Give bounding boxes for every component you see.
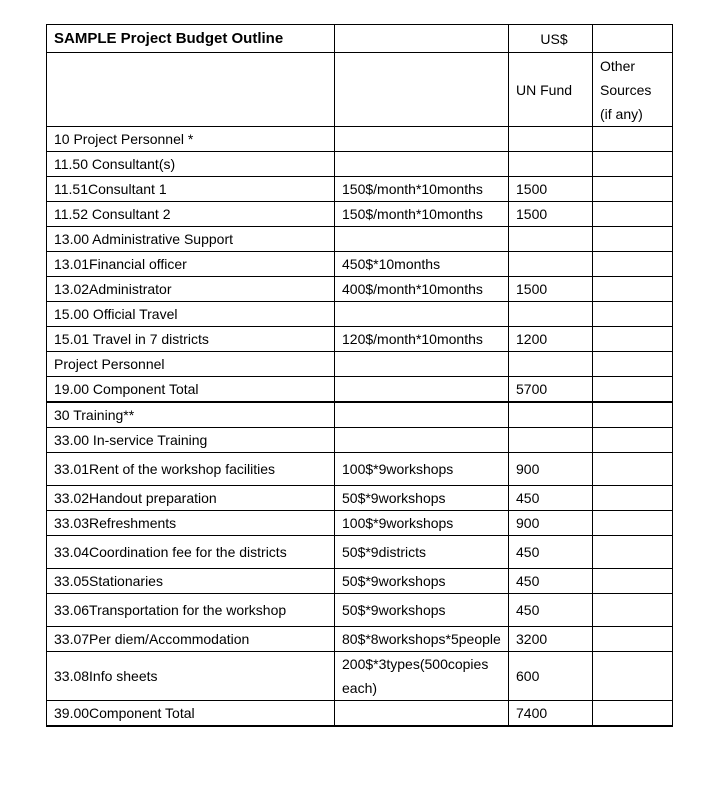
item-cell: 33.00 In-service Training — [47, 428, 335, 453]
item-cell: 15.00 Official Travel — [47, 302, 335, 327]
header-row-title — [47, 25, 673, 53]
un-fund-amount-cell — [509, 252, 593, 277]
other-sources-cell — [593, 227, 673, 252]
item-cell — [47, 726, 335, 727]
table-row — [47, 277, 673, 302]
other-sources-cell — [593, 403, 673, 428]
calculation-cell — [335, 227, 509, 252]
item-cell: 15.01 Travel in 7 districts — [47, 327, 335, 352]
calculation-cell: 100$*9workshops — [335, 453, 509, 486]
other-sources-cell — [593, 486, 673, 511]
calculation-cell — [335, 701, 509, 726]
other-sources-cell — [593, 377, 673, 402]
un-fund-amount-cell — [509, 428, 593, 453]
header-blank-cell — [593, 25, 673, 53]
calculation-cell: 50$*9workshops — [335, 594, 509, 627]
budget-table-body — [47, 25, 673, 727]
table-row — [47, 652, 673, 701]
table-row — [47, 453, 673, 486]
table-row — [47, 428, 673, 453]
un-fund-amount-cell: 450 — [509, 486, 593, 511]
other-sources-cell — [593, 327, 673, 352]
un-fund-amount-cell — [509, 127, 593, 152]
calculation-cell: 50$*9workshops — [335, 569, 509, 594]
other-sources-cell — [593, 352, 673, 377]
header-blank-cell — [335, 53, 509, 127]
other-sources-cell — [593, 428, 673, 453]
table-row — [47, 227, 673, 252]
other-sources-cell — [593, 536, 673, 569]
currency-label: US$ — [509, 25, 593, 53]
other-sources-cell — [593, 627, 673, 652]
other-sources-cell — [593, 302, 673, 327]
calculation-line: 200$*3types(500copies — [342, 656, 489, 672]
other-sources-cell — [593, 701, 673, 726]
header-blank-cell — [335, 25, 509, 53]
table-row — [47, 486, 673, 511]
item-cell: 11.51Consultant 1 — [47, 177, 335, 202]
table-row — [47, 202, 673, 227]
un-fund-amount-cell — [509, 152, 593, 177]
item-cell: 11.52 Consultant 2 — [47, 202, 335, 227]
un-fund-amount-cell: 900 — [509, 511, 593, 536]
un-fund-amount-cell — [509, 403, 593, 428]
other-sources-cell — [593, 177, 673, 202]
item-cell: 13.02Administrator — [47, 277, 335, 302]
calculation-cell — [335, 152, 509, 177]
calculation-cell: 400$/month*10months — [335, 277, 509, 302]
other-sources-cell — [593, 511, 673, 536]
other-sources-cell — [593, 726, 673, 727]
item-cell: 33.06Transportation for the workshop — [47, 594, 335, 627]
calculation-cell — [335, 428, 509, 453]
table-row — [47, 152, 673, 177]
calculation-cell — [335, 652, 509, 701]
item-cell: 13.01Financial officer — [47, 252, 335, 277]
un-fund-amount-cell: 5700 — [509, 377, 593, 402]
item-cell: 33.04Coordination fee for the districts — [47, 536, 335, 569]
calculation-cell — [335, 377, 509, 402]
table-row — [47, 627, 673, 652]
table-row — [47, 302, 673, 327]
calculation-cell: 50$*9workshops — [335, 486, 509, 511]
table-row — [47, 701, 673, 726]
item-cell: Project Personnel — [47, 352, 335, 377]
table-title: SAMPLE Project Budget Outline — [47, 25, 335, 53]
other-sources-cell — [593, 277, 673, 302]
item-cell: 33.07Per diem/Accommodation — [47, 627, 335, 652]
calculation-cell — [335, 302, 509, 327]
calculation-cell: 50$*9districts — [335, 536, 509, 569]
table-row — [47, 726, 673, 727]
table-row — [47, 177, 673, 202]
item-cell: 33.05Stationaries — [47, 569, 335, 594]
item-cell: 39.00Component Total — [47, 701, 335, 726]
item-cell: 33.08Info sheets — [47, 652, 335, 701]
table-row — [47, 403, 673, 428]
other-sources-cell — [593, 652, 673, 701]
un-fund-amount-cell: 1500 — [509, 177, 593, 202]
calculation-cell: 450$*10months — [335, 252, 509, 277]
item-cell: 33.02Handout preparation — [47, 486, 335, 511]
other-sources-header — [593, 53, 673, 127]
un-fund-amount-cell: 450 — [509, 594, 593, 627]
calculation-cell — [335, 127, 509, 152]
other-sources-cell — [593, 252, 673, 277]
header-blank-cell — [47, 53, 335, 127]
calculation-cell: 100$*9workshops — [335, 511, 509, 536]
other-sources-cell — [593, 569, 673, 594]
table-row — [47, 327, 673, 352]
un-fund-amount-cell: 3200 — [509, 627, 593, 652]
table-row — [47, 511, 673, 536]
table-row — [47, 377, 673, 402]
calculation-cell: 150$/month*10months — [335, 177, 509, 202]
calculation-cell — [335, 352, 509, 377]
un-fund-amount-cell — [509, 227, 593, 252]
calculation-cell: 150$/month*10months — [335, 202, 509, 227]
calculation-line: each) — [342, 680, 378, 696]
other-sources-cell — [593, 152, 673, 177]
other-sources-line: Sources — [600, 81, 652, 98]
un-fund-amount-cell: 7400 — [509, 701, 593, 726]
un-fund-amount-cell: 450 — [509, 536, 593, 569]
table-row — [47, 569, 673, 594]
other-sources-line: (if any) — [600, 105, 643, 122]
header-row-columns — [47, 53, 673, 127]
other-sources-line: Other — [600, 57, 636, 74]
un-fund-amount-cell: 1200 — [509, 327, 593, 352]
other-sources-cell — [593, 453, 673, 486]
item-cell: 10 Project Personnel * — [47, 127, 335, 152]
calculation-cell: 80$*8workshops*5people — [335, 627, 509, 652]
table-row — [47, 352, 673, 377]
other-sources-cell — [593, 594, 673, 627]
un-fund-amount-cell: 1500 — [509, 277, 593, 302]
other-sources-cell — [593, 202, 673, 227]
calculation-cell — [335, 726, 509, 727]
un-fund-amount-cell — [509, 352, 593, 377]
un-fund-header: UN Fund — [509, 53, 593, 127]
other-sources-cell — [593, 127, 673, 152]
un-fund-amount-cell: 600 — [509, 652, 593, 701]
item-cell: 30 Training** — [47, 403, 335, 428]
un-fund-amount-cell — [509, 726, 593, 727]
un-fund-amount-cell — [509, 302, 593, 327]
budget-table — [46, 24, 673, 727]
table-row — [47, 127, 673, 152]
item-cell: 11.50 Consultant(s) — [47, 152, 335, 177]
table-row — [47, 252, 673, 277]
un-fund-amount-cell: 1500 — [509, 202, 593, 227]
item-cell: 33.01Rent of the workshop facilities — [47, 453, 335, 486]
item-cell: 33.03Refreshments — [47, 511, 335, 536]
un-fund-amount-cell: 900 — [509, 453, 593, 486]
table-row — [47, 594, 673, 627]
table-row — [47, 536, 673, 569]
item-cell: 19.00 Component Total — [47, 377, 335, 402]
calculation-cell — [335, 403, 509, 428]
item-cell: 13.00 Administrative Support — [47, 227, 335, 252]
calculation-cell: 120$/month*10months — [335, 327, 509, 352]
un-fund-amount-cell: 450 — [509, 569, 593, 594]
